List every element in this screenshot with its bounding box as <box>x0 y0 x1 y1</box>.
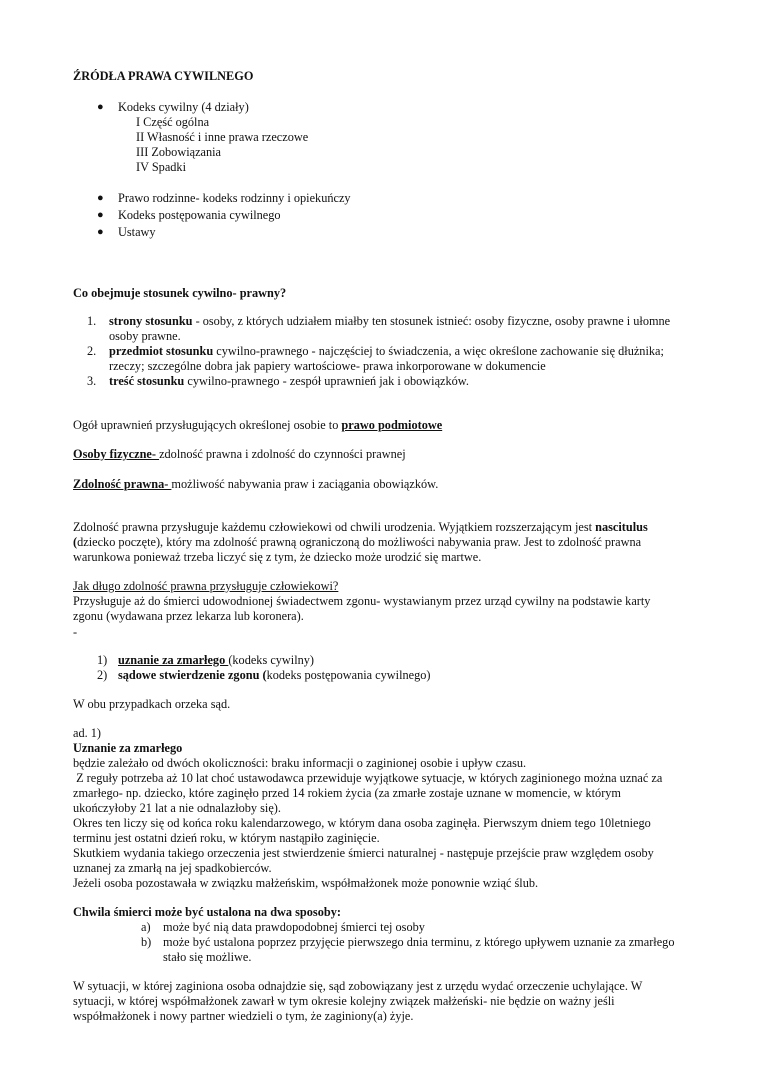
item-text: - osoby, z których udziałem miałby ten stosunek istnieć: osoby fizyczne, osoby prawne i ułomne <box>192 314 671 328</box>
list-number: 1. <box>87 314 97 328</box>
para-line: Okres ten liczy się od końca roku kalendarzowego, w którym dana osoba zaginęła. Pierwszym dniem tego 10letniego <box>73 816 651 830</box>
para-line: terminu jest ostatni dzień roku, w którym nastąpiło zaginięcie. <box>73 831 380 845</box>
term: Osoby fizyczne- <box>73 447 160 461</box>
term: sądowe stwierdzenie zgonu ( <box>118 668 267 682</box>
item-text: cywilno-prawnego - najczęściej to świadczenia, a więc określone zachowanie się dłużnika; <box>213 344 664 358</box>
term: przedmiot stosunku <box>109 344 214 358</box>
text: Ogół uprawnień przysługujących określonej osobie to <box>73 418 342 432</box>
ad-heading: Uznanie za zmarłego <box>73 741 183 755</box>
para-line: sytuacji, w której współmałżonek zawarł w tym okresie kolejny związek małżeński- nie będzie on ważny jeśli <box>73 994 615 1008</box>
kc-part: I Część ogólna <box>136 115 210 129</box>
para-line: Jeżeli osoba pozostawała w związku małżeńskim, współmałżonek może ponownie wziąć ślub. <box>73 876 539 890</box>
term: uznanie za zmarłego <box>118 653 229 667</box>
para-line <box>73 535 641 550</box>
item-text-cont: osoby prawne. <box>109 329 181 343</box>
list-letter: b) <box>141 935 152 949</box>
text: kodeks postępowania cywilnego) <box>266 668 431 682</box>
source-item: Kodeks postępowania cywilnego <box>118 208 281 222</box>
term: strony stosunku <box>109 314 193 328</box>
list-number: 2) <box>97 668 108 682</box>
text: Zdolność prawna przysługuje każdemu człowiekowi od chwili urodzenia. Wyjątkiem rozszerzającym jest <box>73 520 596 534</box>
kc-part: II Własność i inne prawa rzeczowe <box>136 130 309 144</box>
way-item <box>118 668 431 683</box>
para-line: Przysługuje aż do śmierci udowodnionej świadectwem zgonu- wystawianym przez urząd cywilny na podstawie karty <box>73 594 651 608</box>
relation-item-2 <box>109 344 664 359</box>
source-item: Prawo rodzinne- kodeks rodzinny i opiekuńczy <box>118 191 351 205</box>
dash: - <box>73 625 78 639</box>
death-option-b-cont: stało się możliwe. <box>163 950 252 964</box>
item-text-cont: rzeczy; szczególne dobra jak papiery wartościowe- prawa inkorporowane w dokumencie <box>109 359 546 373</box>
term: Zdolność prawna- <box>73 477 172 491</box>
para-line: W sytuacji, w której zaginiona osoba odnajdzie się, sąd zobowiązany jest z urzędu wydać orzeczenie uchylające. W <box>73 979 643 993</box>
relation-item-3 <box>109 374 469 389</box>
death-heading: Chwila śmierci może być ustalona na dwa sposoby: <box>73 905 341 919</box>
text: zdolność prawna i zdolność do czynności prawnej <box>159 447 406 461</box>
subjective-right <box>73 418 442 433</box>
ad-label: ad. 1) <box>73 726 101 740</box>
death-option-b: może być ustalona poprzez przyjęcie pierwszego dnia terminu, z którego upływem uznanie za zmarłego <box>163 935 675 949</box>
bullet-icon: ● <box>97 192 104 204</box>
howlong-question: Jak długo zdolność prawna przysługuje człowiekowi? <box>73 579 339 593</box>
term: ( <box>73 535 78 549</box>
natural-persons <box>73 447 406 462</box>
para-line: warunkowa ponieważ trzeba liczyć się z tym, że dziecko może urodzić się martwe. <box>73 550 482 564</box>
bullet-icon: ● <box>97 101 104 113</box>
para-line: uznanej za zmarłą na jej spadkobierców. <box>73 861 272 875</box>
bullet-icon: ● <box>97 209 104 221</box>
para-line: współmałżonek i nowy partner wiedzieli o tym, że zaginiony(a) żyje. <box>73 1009 414 1023</box>
kc-part: III Zobowiązania <box>136 145 222 159</box>
para-line: zmarłego- np. dziecko, które zaginęło przed 14 rokiem życia (za zmarłe zostaje uznane w momencie, w którym <box>73 786 621 800</box>
relation-heading: Co obejmuje stosunek cywilno- prawny? <box>73 286 287 300</box>
page-title: ŹRÓDŁA PRAWA CYWILNEGO <box>73 69 254 83</box>
list-letter: a) <box>141 920 151 934</box>
bullet-icon: ● <box>97 226 104 238</box>
para-line: będzie zależało od dwóch okoliczności: braku informacji o zaginionej osobie i upływ czasu. <box>73 756 527 770</box>
court-note: W obu przypadkach orzeka sąd. <box>73 697 231 711</box>
term: treść stosunku <box>109 374 185 388</box>
text: (kodeks cywilny) <box>228 653 315 667</box>
list-number: 2. <box>87 344 97 358</box>
text: dziecko poczęte), który ma zdolność prawną ograniczoną do możliwości nabywania praw. Jest to zdolność prawna <box>77 535 642 549</box>
source-kc: Kodeks cywilny (4 działy) <box>118 100 249 114</box>
source-item: Ustawy <box>118 225 156 239</box>
legal-capacity <box>73 477 438 492</box>
text: możliwość nabywania praw i zaciągania obowiązków. <box>171 477 439 491</box>
list-number: 3. <box>87 374 97 388</box>
para-line <box>73 520 648 535</box>
para-line: Skutkiem wydania takiego orzeczenia jest stwierdzenie śmierci naturalnej - następuje przejście praw względem osoby <box>73 846 654 860</box>
para-line: ukończyłoby 21 lat a nie odnalazłoby się). <box>73 801 281 815</box>
kc-part: IV Spadki <box>136 160 186 174</box>
term: prawo podmiotowe <box>341 418 443 432</box>
list-number: 1) <box>97 653 108 667</box>
death-option-a: może być nią data prawdopodobnej śmierci tej osoby <box>163 920 425 934</box>
term: nascitulus <box>595 520 648 534</box>
relation-item-1 <box>109 314 670 329</box>
item-text: cywilno-prawnego - zespół uprawnień jak i obowiązków. <box>184 374 469 388</box>
way-item <box>118 653 314 668</box>
para-line: zgonu (wydawana przez lekarza lub koronera). <box>73 609 304 623</box>
para-line: Z reguły potrzeba aż 10 lat choć ustawodawca przewiduje wyjątkowe sytuacje, w których zaginionego można uznać za <box>73 771 663 785</box>
